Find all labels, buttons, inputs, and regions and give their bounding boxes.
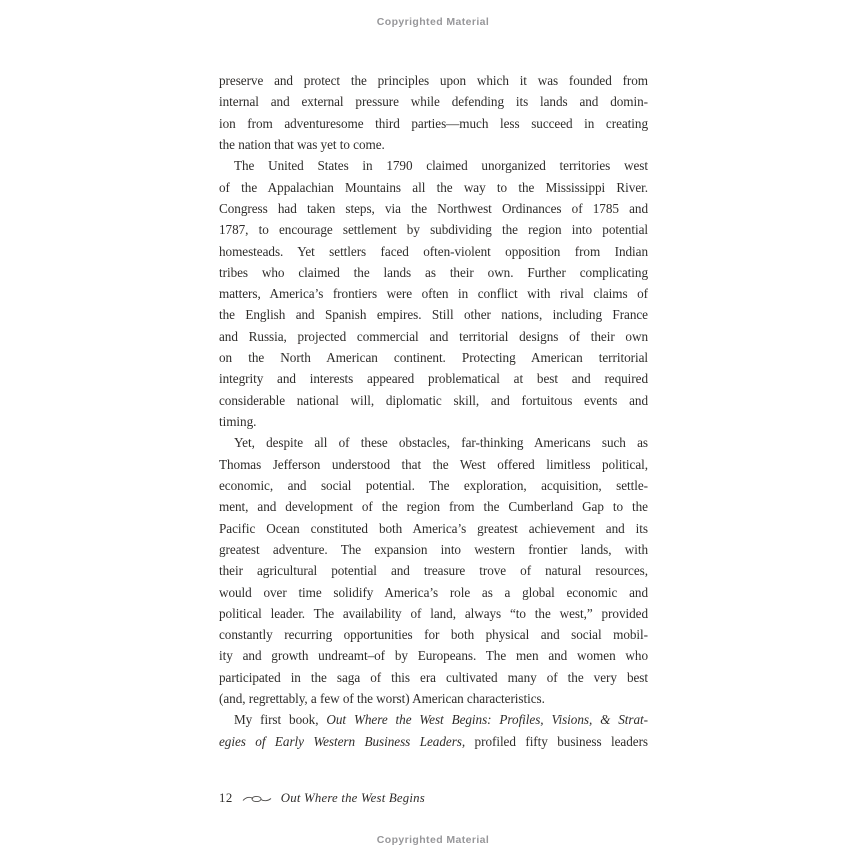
text-line: egies of Early Western Business Leaders, profiled fifty business leaders [219,733,648,749]
text-line: participated in the saga of this era cultivated many of the very best [219,669,648,685]
text-line: internal and external pressure while defending its lands and domin- [219,94,648,110]
running-title: Out Where the West Begins [280,791,425,805]
text-line: constantly recurring opportunities for both physical and social mobil- [219,627,648,643]
text-line: Congress had taken steps, via the Northwest Ordinances of 1785 and [219,200,648,216]
body-text [219,70,648,752]
text-line: Thomas Jefferson understood that the West offered limitless political, [219,456,648,472]
text-line: considerable national will, diplomatic skill, and fortuitous events and [219,392,648,408]
fleuron-ornament-icon [242,794,272,805]
page-number: 12 [219,791,233,805]
text-line: 1787, to encourage settlement by subdividing the region into potential [219,222,648,238]
text-line: economic, and social potential. The exploration, acquisition, settle- [219,477,648,493]
text-line: of the Appalachian Mountains all the way to the Mississippi River. [219,179,648,195]
text-line: (and, regrettably, a few of the worst) American characteristics. [219,691,545,707]
text-line: their agricultural potential and treasure trove of natural resources, [219,563,648,579]
text-line: and Russia, projected commercial and territorial designs of their own [219,328,648,344]
text-line: preserve and protect the principles upon which it was founded from [219,73,648,88]
text-line: Pacific Ocean constituted both America’s greatest achievement and its [219,520,648,536]
text-line: ment, and development of the region from the Cumberland Gap to the [219,499,648,515]
text-line: greatest adventure. The expansion into western frontier lands, with [219,541,648,557]
text-line: would over time solidify America’s role as a global economic and [219,584,648,600]
copyright-notice-top: Copyrighted Material [376,16,490,28]
text-line: tribes who claimed the lands as their own. Further complicating [219,264,648,280]
text-line: homesteads. Yet settlers faced often-violent opposition from Indian [219,243,648,259]
text-line: My first book, Out Where the West Begins: Profiles, Visions, & Strat- [234,712,648,728]
text-line: ion from adventuresome third parties—much less succeed in creating [219,115,648,131]
text-line: the nation that was yet to come. [219,136,385,152]
text-line: on the North American continent. Protecting American territorial [219,350,648,366]
page-footer [219,791,425,806]
text-line: The United States in 1790 claimed unorganized territories west [234,158,648,174]
copyright-notice-bottom: Copyrighted Material [376,834,490,846]
text-line: Yet, despite all of these obstacles, far-thinking Americans such as [234,435,648,451]
text-line: timing. [219,414,257,429]
text-line: political leader. The availability of land, always “to the west,” provided [219,605,648,621]
text-line: ity and growth undreamt–of by Europeans. The men and women who [219,648,648,664]
text-line: matters, America’s frontiers were often in conflict with rival claims of [219,286,648,302]
text-line: the English and Spanish empires. Still other nations, including France [219,307,648,323]
text-line: integrity and interests appeared problematical at best and required [219,371,648,387]
